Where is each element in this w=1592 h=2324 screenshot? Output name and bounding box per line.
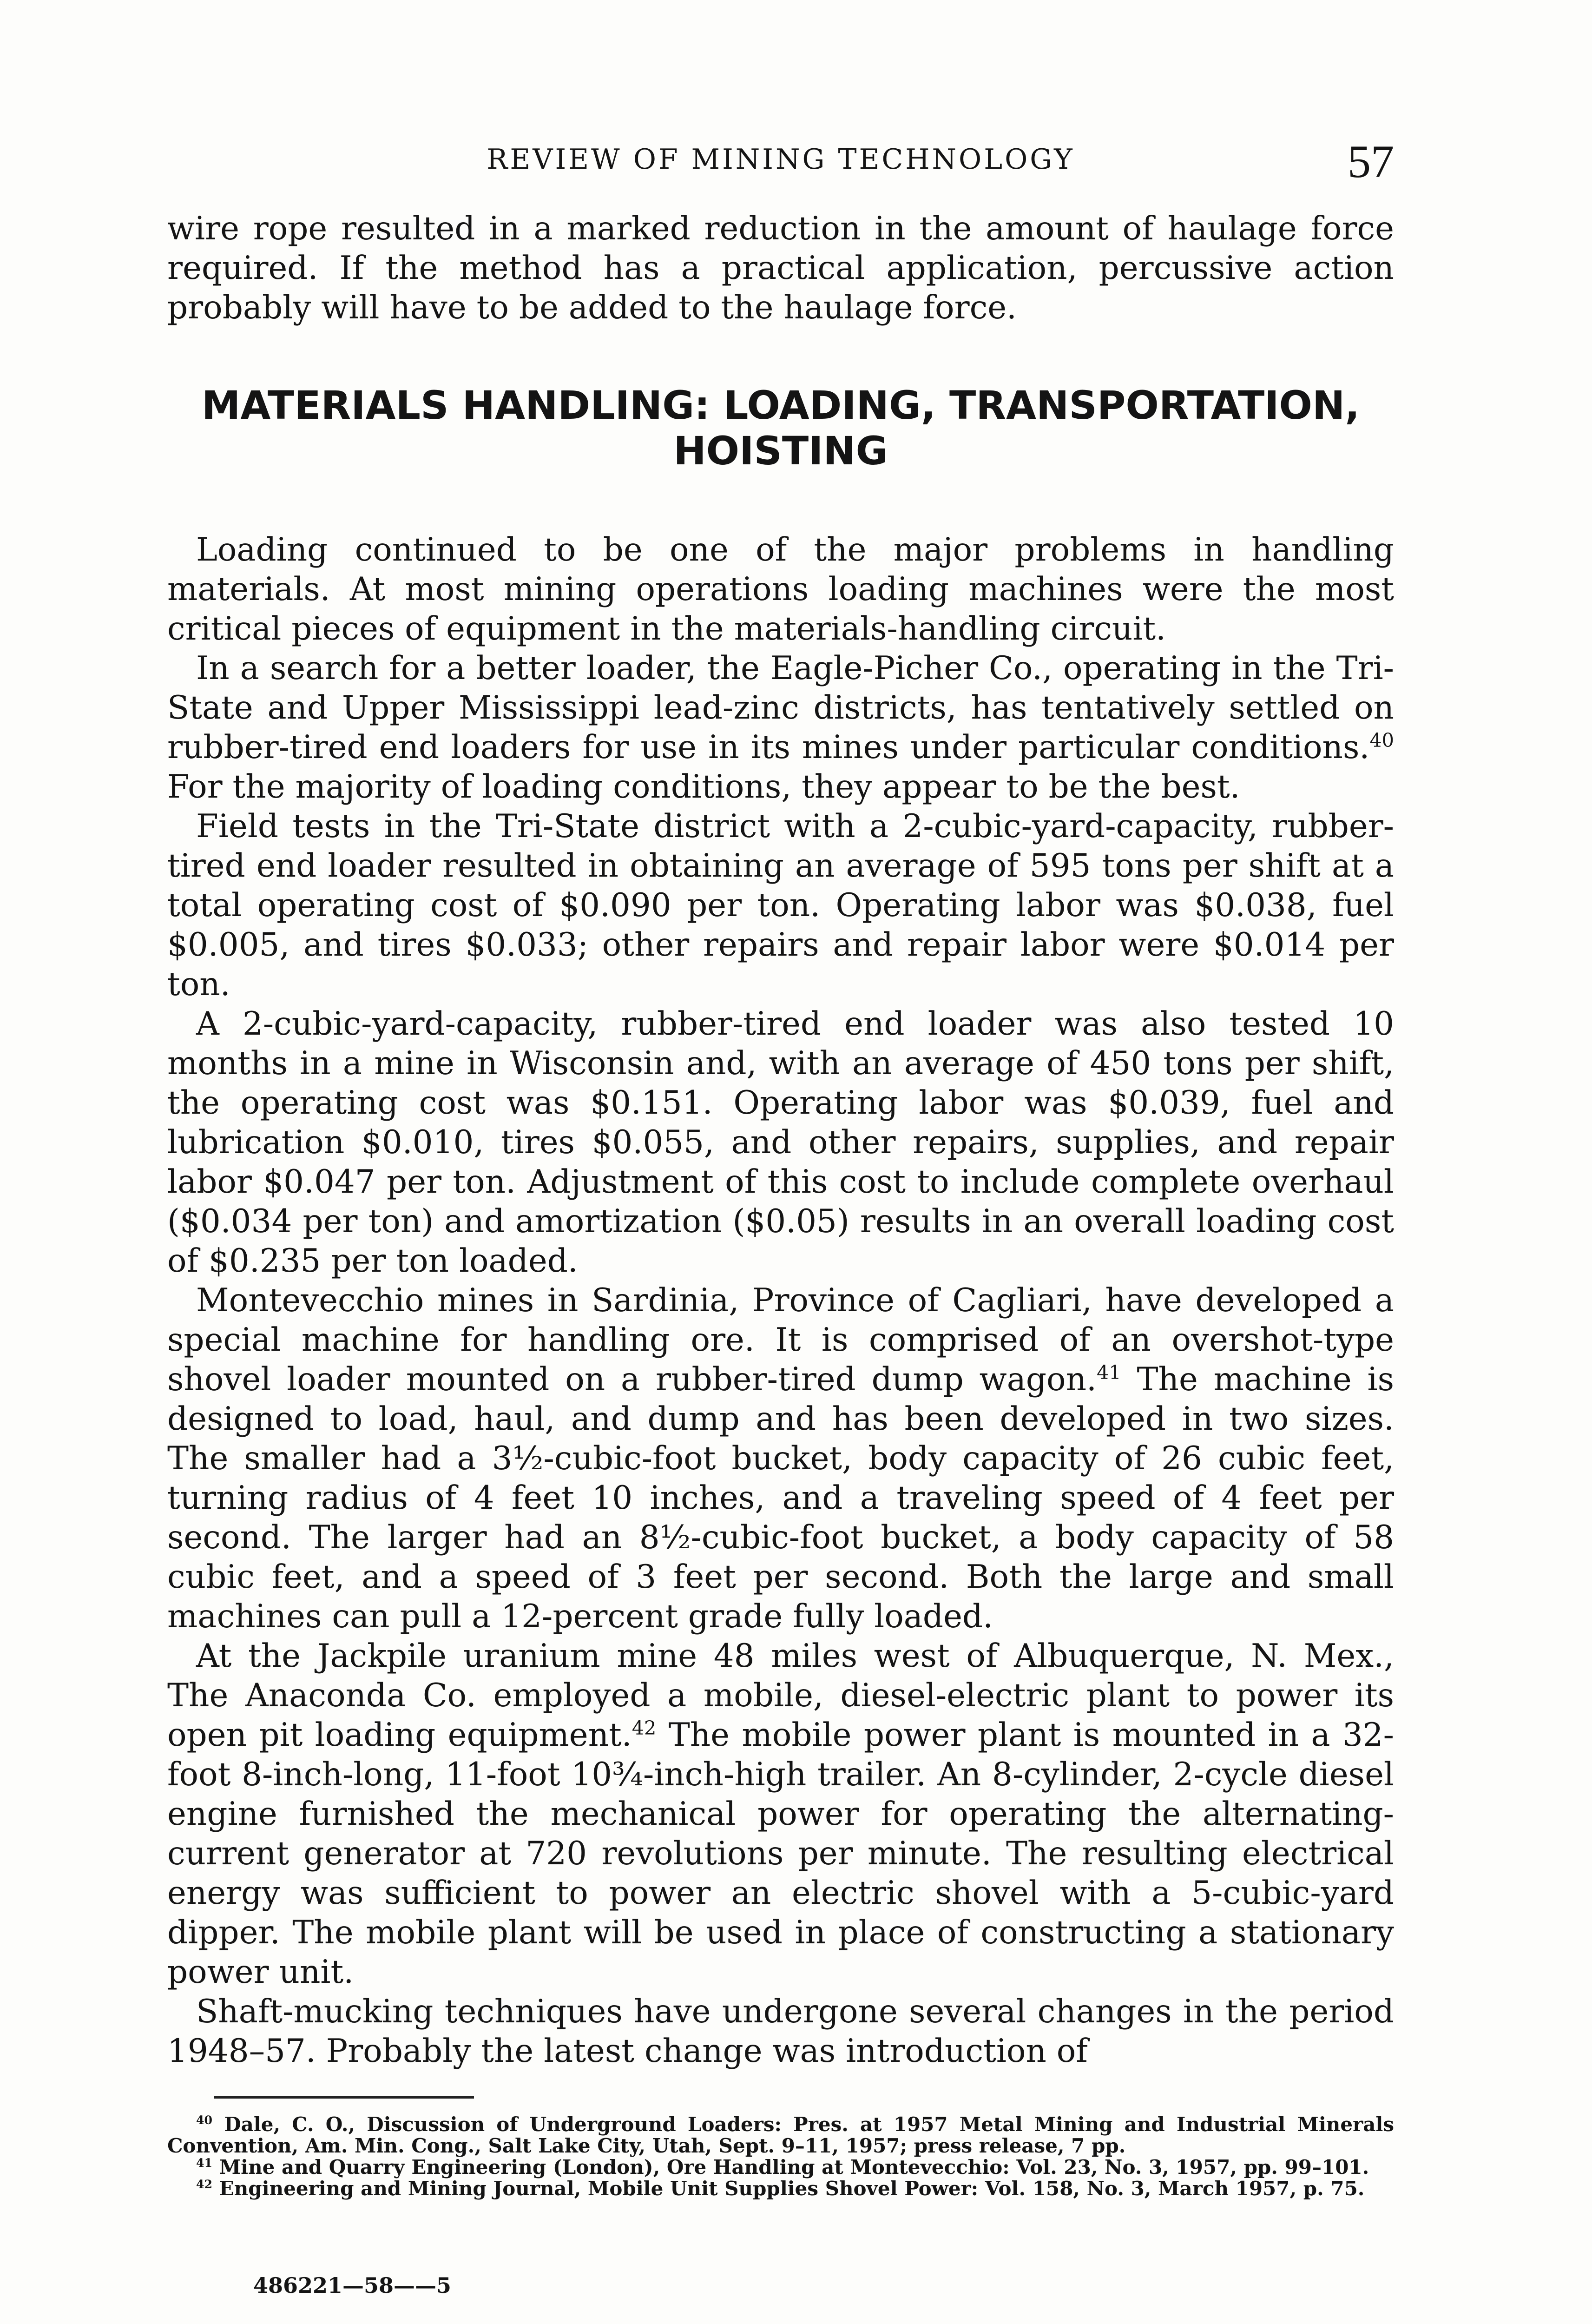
page-header	[167, 135, 1394, 186]
paragraph-text: In a search for a better loader, the Eagle-Picher Co., operating in the Tri-State and Upper Mississippi lead-zinc districts, has tentatively settled on rubber-tired end loaders for use in its mines under particular conditions.	[167, 650, 1394, 766]
section-heading: MATERIALS HANDLING: LOADING, TRANSPORTATION, HOISTING	[201, 383, 1360, 474]
footnote-reference: 40	[1369, 729, 1394, 752]
paragraph	[167, 649, 1394, 807]
page-number: 57	[1348, 136, 1394, 187]
footnote-reference: 41	[1096, 1361, 1121, 1384]
footnote	[167, 2178, 1394, 2199]
running-title: REVIEW OF MINING TECHNOLOGY	[487, 143, 1075, 176]
paragraph-continuation: wire rope resulted in a marked reduction in the amount of haulage force required. If the method has a practical application, percussive action probably will have to be added to the haulage force.	[167, 210, 1394, 326]
footnote	[167, 2157, 1394, 2178]
footnote	[167, 2114, 1394, 2157]
paragraph-text: The machine is designed to load, haul, and dump and has been developed in two sizes. The smaller had a 3½-cubic-foot bucket, body capacity of 26 cubic feet, turning radius of 4 feet 10 inches, and a traveling speed of 4 feet per second. The larger had an 8½-cubic-foot bucket, a body capacity of 58 cubic feet, and a speed of 3 feet per second. Both the large and small machines can pull a 12-percent grade fully loaded.	[167, 1361, 1394, 1635]
body-text	[167, 209, 1394, 2071]
paragraph-text: At the Jackpile uranium mine 48 miles west of Albuquerque, N. Mex., The Anaconda Co. employed a mobile, diesel-electric plant to power its open pit loading equipment.	[167, 1637, 1394, 1754]
footnote-divider	[214, 2096, 474, 2099]
paragraph-text: For the majority of loading conditions, they appear to be the best.	[167, 768, 1240, 805]
footnote-text: Dale, C. O., Discussion of Underground Loaders: Pres. at 1957 Metal Mining and Industrial Minerals Convention, Am. Min. Cong., Salt Lake City, Utah, Sept. 9–11, 1957; press release, 7 pp.	[167, 2113, 1395, 2157]
paragraph: Shaft-mucking techniques have undergone several changes in the period 1948–57. Probably the latest change was introduction of	[167, 1993, 1394, 2070]
paragraph: Loading continued to be one of the major problems in handling materials. At most mining operations loading machines were the most critical pieces of equipment in the materials-handling circuit.	[167, 531, 1394, 647]
paragraph	[167, 1637, 1394, 1992]
print-code: 486221—58——5	[253, 2273, 452, 2298]
footnotes	[167, 2114, 1394, 2199]
footnote-number: 41	[196, 2156, 213, 2170]
paragraph-text: Montevecchio mines in Sardinia, Province of Cagliari, have developed a special machine for handling ore. It is comprised of an overshot-type shovel loader mounted on a rubber-tired dump wagon.	[167, 1282, 1394, 1398]
footnote-number: 42	[196, 2177, 213, 2191]
paragraph: Field tests in the Tri-State district with a 2-cubic-yard-capacity, rubber-tired end loader resulted in obtaining an average of 595 tons per shift at a total operating cost of $0.090 per ton. Operating labor was $0.038, fuel $0.005, and tires $0.033; other repairs and repair labor were $0.014 per ton.	[167, 808, 1394, 1003]
footnote-reference: 42	[632, 1717, 657, 1739]
footnote-text: Mine and Quarry Engineering (London), Ore Handling at Montevecchio: Vol. 23, No. 3, 1957, pp. 99–101.	[219, 2156, 1369, 2179]
footnote-text: Engineering and Mining Journal, Mobile Unit Supplies Shovel Power: Vol. 158, No. 3, March 1957, p. 75.	[219, 2177, 1365, 2200]
paragraph-text: The mobile power plant is mounted in a 32-foot 8-inch-long, 11-foot 10¾-inch-high trailer. An 8-cylinder, 2-cycle diesel engine furnished the mechanical power for operating the alternating-current generator at 720 revolutions per minute. The resulting electrical energy was sufficient to power an electric shovel with a 5-cubic-yard dipper. The mobile plant will be used in place of constructing a stationary power unit.	[167, 1717, 1394, 1991]
paragraph	[167, 1281, 1394, 1637]
footnote-number: 40	[196, 2113, 213, 2127]
paragraph: A 2-cubic-yard-capacity, rubber-tired end loader was also tested 10 months in a mine in Wisconsin and, with an average of 450 tons per shift, the operating cost was $0.151. Operating labor was $0.039, fuel and lubrication $0.010, tires $0.055, and other repairs, supplies, and repair labor $0.047 per ton. Adjustment of this cost to include complete overhaul ($0.034 per ton) and amortization ($0.05) results in an overall loading cost of $0.235 per ton loaded.	[167, 1005, 1394, 1280]
